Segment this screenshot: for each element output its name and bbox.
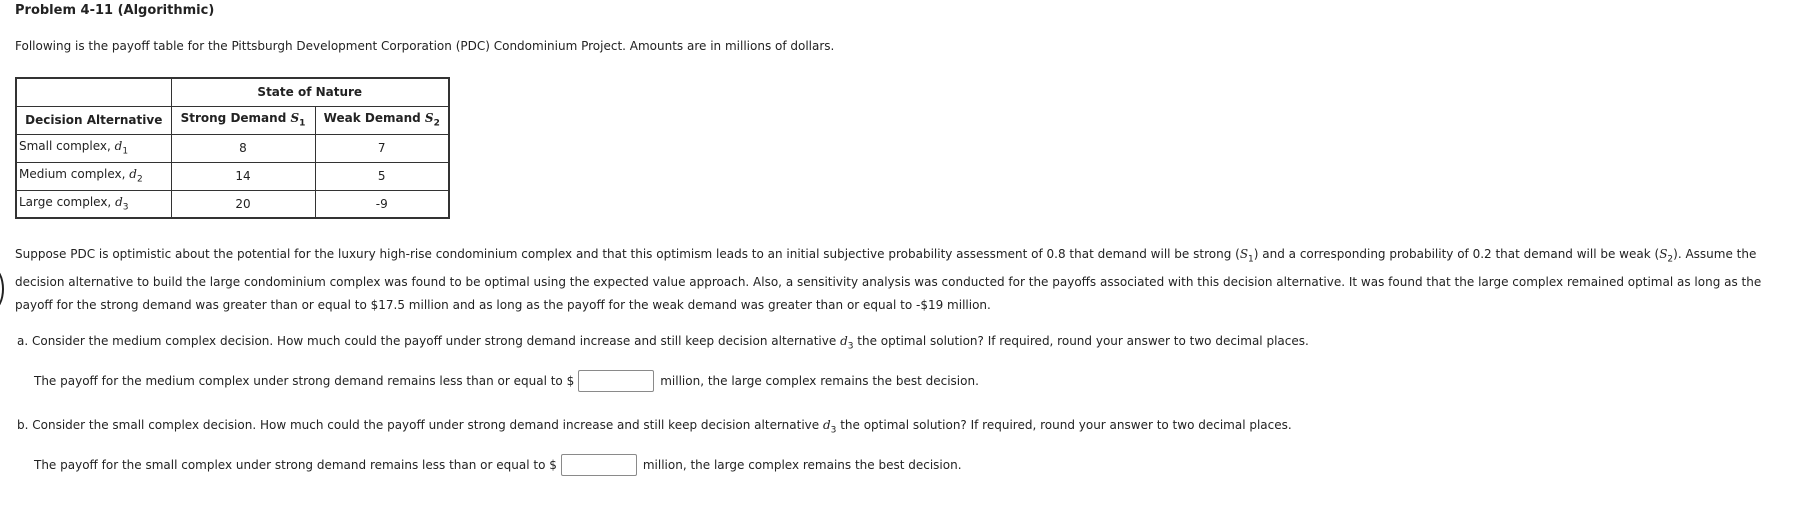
answer-b-row (34, 454, 962, 476)
payoff-table (15, 77, 450, 219)
scenario-paragraph: Suppose PDC is optimistic about the potential for the luxury high-rise condominium complex and that this optimism leads to an initial subjective probability assessment of 0.8 that demand will be strong $(S_1)$ and a corresponding probability of 0.2 that demand will be weak $(S_2)$. Assume the decision alternative to build the large condominium complex was found to be optimal using the expected value approach. Also, a sensitivity analysis was conducted for the payoffs associated with this decision alternative. It was found that the large complex remained optimal as long as the payoff for the strong demand was greater than or equal to $17.5 million and as long as the payoff for the weak demand was greater than or equal to -$19 million. (15, 247, 1762, 313)
table-row (16, 162, 449, 190)
answer-b-suffix: million, the large complex remains the best decision. (642, 458, 962, 472)
state-of-nature-header: State of Nature (171, 78, 449, 106)
weak-payoff-cell: 5 (315, 162, 449, 190)
strong-demand-header: Strong Demand $S_1$ (171, 106, 315, 134)
alternative-cell: Medium complex, $d_2$ (16, 162, 171, 190)
weak-payoff-cell: -9 (315, 190, 449, 218)
answer-a-input[interactable] (578, 370, 654, 392)
decision-alternative-header: Decision Alternative (16, 106, 171, 134)
answer-b-prefix: The payoff for the small complex under strong demand remains less than or equal to $ (34, 458, 557, 472)
empty-header-cell (16, 78, 171, 106)
question-a: a. Consider the medium complex decision. How much could the payoff under strong demand increase and still keep decision alternative $d_3$ the optimal solution? If required, round your answer to two decimal places. (17, 334, 1309, 352)
left-edge-marker (0, 268, 4, 310)
strong-payoff-cell: 14 (171, 162, 315, 190)
table-row (16, 190, 449, 218)
alternative-cell: Large complex, $d_3$ (16, 190, 171, 218)
strong-payoff-cell: 20 (171, 190, 315, 218)
table-header-row-columns (16, 106, 449, 134)
weak-payoff-cell: 7 (315, 134, 449, 162)
alternative-cell: Small complex, $d_1$ (16, 134, 171, 162)
question-b: b. Consider the small complex decision. How much could the payoff under strong demand increase and still keep decision alternative $d_3$ the optimal solution? If required, round your answer to two decimal places. (17, 418, 1292, 436)
weak-demand-header: Weak Demand $S_2$ (315, 106, 449, 134)
strong-payoff-cell: 8 (171, 134, 315, 162)
answer-a-suffix: million, the large complex remains the best decision. (660, 374, 979, 388)
table-row (16, 134, 449, 162)
answer-a-prefix: The payoff for the medium complex under strong demand remains less than or equal to $ (34, 374, 575, 388)
problem-title: Problem 4-11 (Algorithmic) (15, 3, 215, 18)
answer-b-input[interactable] (561, 454, 637, 476)
table-header-row-state (16, 78, 449, 106)
answer-a-row (34, 370, 979, 392)
intro-text: Following is the payoff table for the Pittsburgh Development Corporation (PDC) Condominium Project. Amounts are in millions of dollars. (15, 39, 835, 53)
